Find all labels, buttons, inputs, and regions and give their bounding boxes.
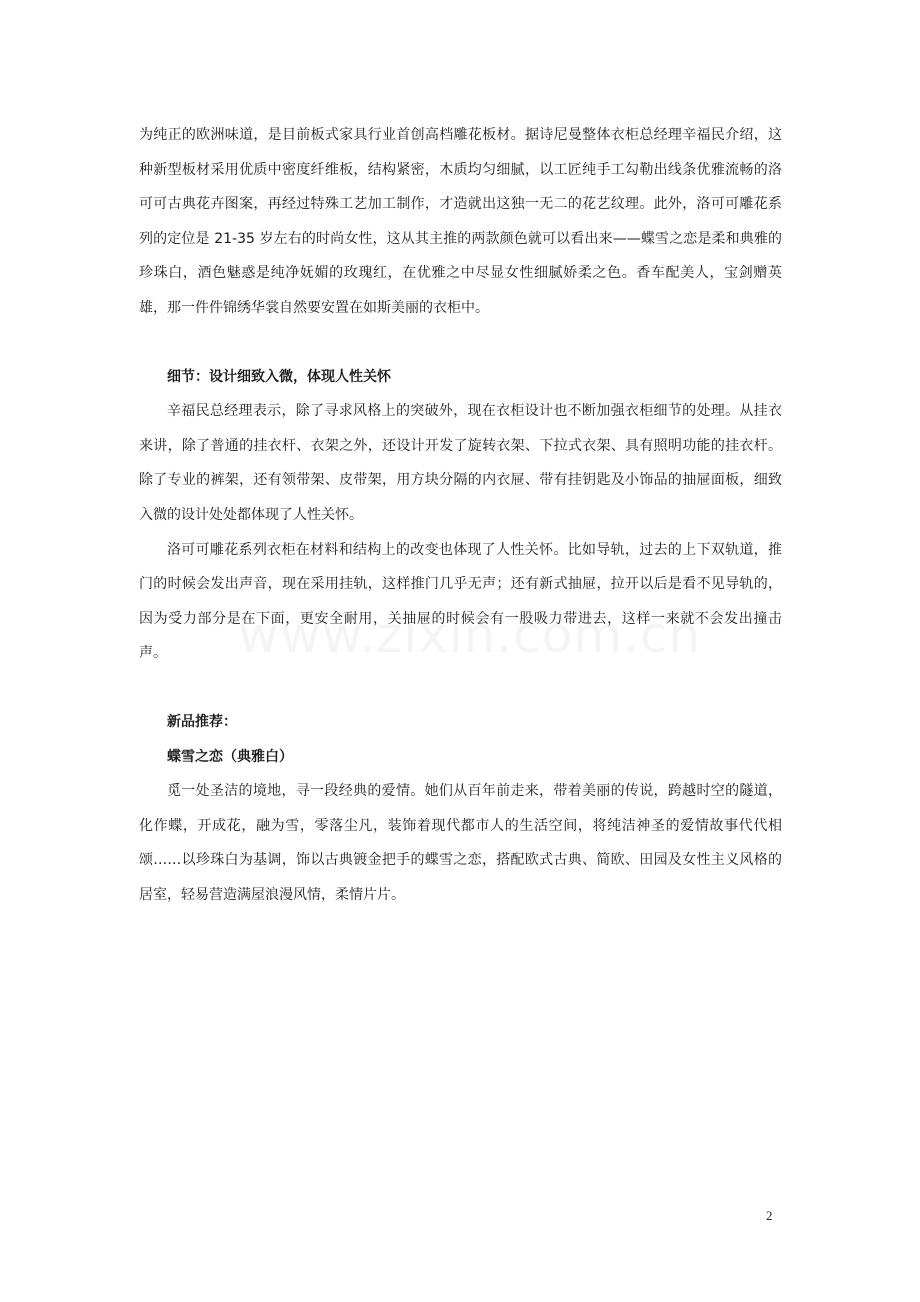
spacer [139,326,782,360]
page-number: 2 [766,1208,773,1223]
paragraph-continuation: 为纯正的欧洲味道，是目前板式家具行业首创高档雕花板材。据诗尼曼整体衣柜总经理辛福民介绍，这种新型板材采用优质中密度纤维板，结构紧密，木质均匀细腻，以工匠纯手工勾勒出线条优雅流畅的洛可可古典花卉图案，再经过特殊工艺加工制作，才造就出这独一无二的花艺纹理。此外，洛可可雕花系列的定位是 21-35 岁左右的时尚女性，这从其主推的两款颜色就可以看出来——蝶雪之恋是柔和典雅的珍珠白，酒色魅惑是纯净妩媚的玫瑰红，在优雅之中尽显女性细腻娇柔之色。香车配美人，宝剑赠英雄，那一件件锦绣华裳自然要安置在如斯美丽的衣柜中。 [139,127,782,316]
section-heading-new-products: 新品推荐： [167,713,237,730]
paragraph-product: 觅一处圣洁的境地，寻一段经典的爱情。她们从百年前走来，带着美丽的传说，跨越时空的隧道，化作蝶，开成花，融为雪，零落尘凡，装饰着现代都市人的生活空间，将纯洁神圣的爱情故事代代相颂……以珍珠白为基调，饰以古典镀金把手的蝶雪之恋，搭配欧式古典、简欧、田园及女性主义风格的居室，轻易营造满屋浪漫风情，柔情片片。 [139,783,782,903]
section-heading-detail: 细节：设计细致入微，体现人性关怀 [167,368,391,385]
paragraph-detail-1: 辛福民总经理表示，除了寻求风格上的突破外，现在衣柜设计也不断加强衣柜细节的处理。从挂衣来讲，除了普通的挂衣杆、衣架之外，还设计开发了旋转衣架、下拉式衣架、具有照明功能的挂衣杆。除了专业的裤架，还有领带架、皮带架，用方块分隔的内衣屉、带有挂钥匙及小饰品的抽屉面板，细致入微的设计处处都体现了人性关怀。 [139,403,782,523]
product-heading: 蝶雪之恋（典雅白） [167,748,293,765]
spacer [139,671,782,705]
paragraph-detail-2: 洛可可雕花系列衣柜在材料和结构上的改变也体现了人性关怀。比如导轨，过去的上下双轨道，推门的时候会发出声音，现在采用挂轨，这样推门几乎无声；还有新式抽屉，拉开以后是看不见导轨的，因为受力部分是在下面，更安全耐用，关抽屉的时候会有一股吸力带进去，这样一来就不会发出撞击声。 [139,541,782,662]
page-content [139,118,782,912]
